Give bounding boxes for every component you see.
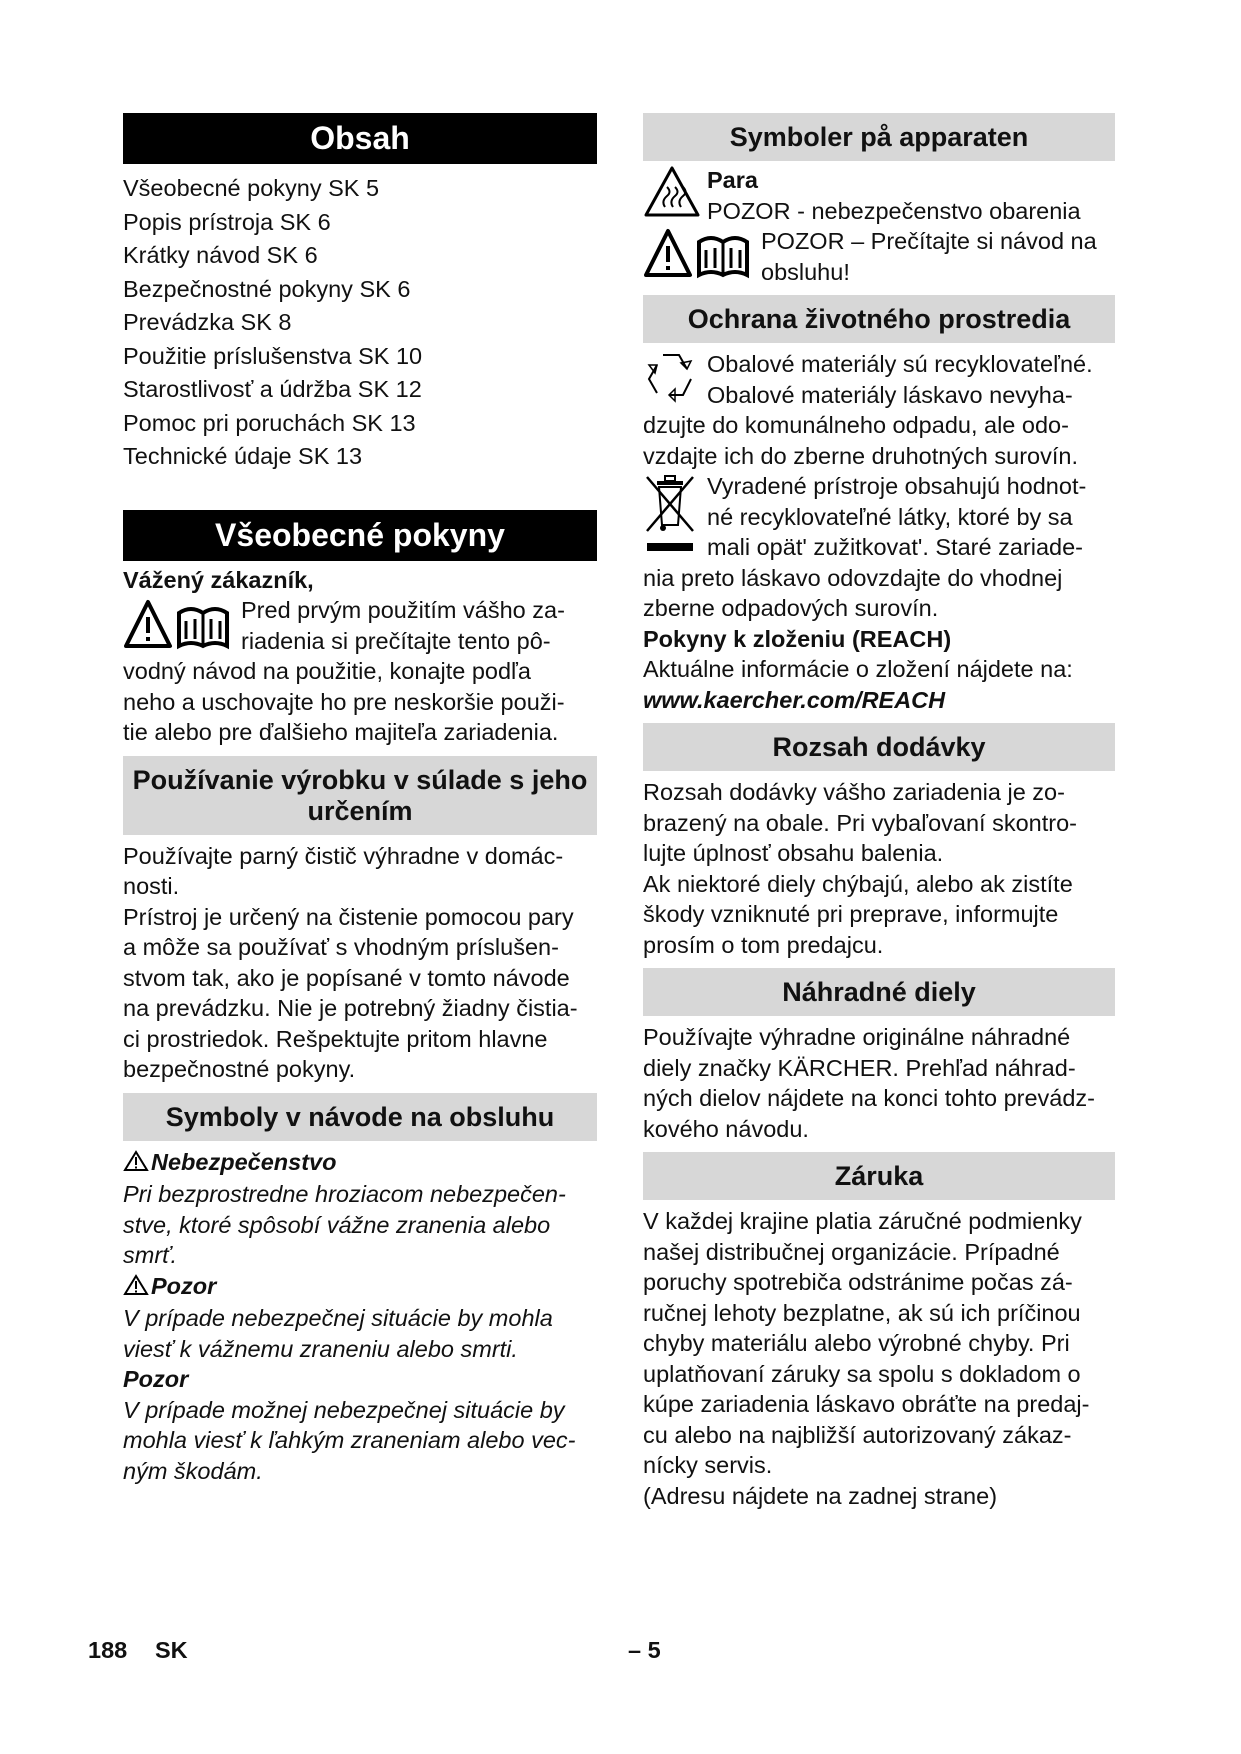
intended-use-title: [123, 756, 597, 835]
spare-line: Používajte výhradne originálne náhradné: [643, 1024, 1071, 1050]
danger-heading: [123, 1147, 597, 1180]
warranty-line: kúpe zariadenia láskavo obráťte na predaj-: [643, 1391, 1090, 1417]
toc-item[interactable]: Prevádzka SK 8: [123, 309, 292, 335]
caution-line: ným škodám.: [123, 1457, 263, 1484]
spare-line: ných dielov nájdete na konci tohto prevádz-: [643, 1085, 1096, 1111]
weee-line: mali opät' zužitkovat'. Staré zariade-: [707, 534, 1083, 560]
danger-line: Pri bezprostredne hroziacom nebezpečen-: [123, 1181, 566, 1207]
spare-title: Náhradné diely: [643, 968, 1115, 1016]
warning-manual-icon: [643, 228, 761, 286]
recycle-line: Obalové materiály láskavo nevyha-: [707, 381, 1073, 408]
toc-item[interactable]: Krátky návod SK 6: [123, 242, 318, 268]
warranty-line: V každej krajine platia záručné podmienky: [643, 1208, 1082, 1234]
recycle-line: dzujte do komunálneho odpadu, ale odo-: [643, 412, 1069, 438]
warning-line: viesť k vážnemu zraneniu alebo smrti.: [123, 1335, 518, 1362]
left-column: [123, 113, 597, 1486]
spare-line: diely značky KÄRCHER. Prehľad náhrad-: [643, 1054, 1076, 1081]
hot-steam-warning-icon: [643, 165, 707, 221]
warranty-line: cu alebo na najbližší autorizovaný zákaz-: [643, 1421, 1072, 1448]
warranty-line: poruchy spotrebiča odstránime počas zá-: [643, 1269, 1073, 1295]
language-code: SK: [155, 1637, 188, 1663]
intro-line: tie alebo pre ďalšieho majiteľa zariadenia.: [123, 719, 559, 745]
intro-line: neho a uschovajte ho pre neskoršie použi-: [123, 688, 565, 715]
danger-line: smrť.: [123, 1242, 177, 1268]
warranty-line: (Adresu nájdete na zadnej strane): [643, 1482, 998, 1509]
weee-line: nia preto láskavo odovzdajte do vhodnej: [643, 564, 1063, 591]
warranty-line: chyby materiálu alebo výrobné chyby. Pri: [643, 1330, 1070, 1356]
intended-use-line: nosti.: [123, 873, 180, 899]
intended-use-text: [123, 841, 597, 1085]
warranty-line: nícky servis.: [643, 1452, 773, 1478]
caution-label: Pozor: [123, 1366, 189, 1392]
steam-row: [643, 165, 1115, 226]
scope-line: brazený na obale. Pri vybaľovaní skontro-: [643, 809, 1078, 836]
steam-label: Para: [707, 167, 758, 193]
manual-row: [643, 226, 1115, 287]
toc-item[interactable]: Starostlivosť a údržba SK 12: [123, 376, 422, 402]
scope-line: škody vzniknuté pri preprave, informujte: [643, 901, 1059, 927]
scope-line: Rozsah dodávky vášho zariadenia je zo-: [643, 779, 1065, 805]
reach-text: Aktuálne informácie o zložení nájdete na:: [643, 656, 1073, 682]
weee-line: Vyradené prístroje obsahujú hodnot-: [707, 473, 1087, 499]
recycle-line: vzdajte ich do zberne druhotných surovín.: [643, 442, 1079, 469]
symbols-section: [123, 1147, 597, 1487]
reach-url-link[interactable]: www.kaercher.com/REACH: [643, 686, 946, 713]
weee-row: [643, 471, 1115, 563]
toc-list: [123, 172, 597, 474]
intro-row: [123, 595, 597, 656]
general-title: Všeobecné pokyny: [123, 510, 597, 561]
warranty-text: [643, 1206, 1115, 1511]
warranty-line: našej distribučnej organizácie. Prípadné: [643, 1238, 1060, 1265]
intended-use-line: bezpečnostné pokyny.: [123, 1056, 356, 1082]
scope-title: Rozsah dodávky: [643, 723, 1115, 771]
warning-label: Pozor: [151, 1272, 217, 1299]
warranty-line: uplatňovaní záruky sa spolu s dokladom o: [643, 1360, 1081, 1387]
warranty-title: Záruka: [643, 1152, 1115, 1200]
recycle-icon: [643, 349, 707, 407]
warning-triangle-icon: [123, 1149, 149, 1180]
toc-item[interactable]: Všeobecné pokyny SK 5: [123, 175, 380, 201]
toc-item[interactable]: Technické údaje SK 13: [123, 443, 363, 469]
scope-line: Ak niektoré diely chýbajú, alebo ak zistíte: [643, 870, 1073, 897]
warning-line: V prípade nebezpečnej situácie by mohla: [123, 1305, 553, 1331]
caution-line: V prípade možnej nebezpečnej situácie by: [123, 1396, 565, 1423]
manual-line: obsluhu!: [761, 258, 850, 285]
recycle-line: Obalové materiály sú recyklovateľné.: [707, 351, 1093, 377]
caution-line: mohla viesť k ľahkým zraneniam alebo vec-: [123, 1427, 576, 1453]
toc-title: Obsah: [123, 113, 597, 164]
section-page: – 5: [628, 1637, 661, 1663]
toc-item[interactable]: Pomoc pri poruchách SK 13: [123, 409, 416, 436]
manual-line: POZOR – Prečítajte si návod na: [761, 228, 1097, 254]
symbols-title: Symboly v návode na obsluhu: [123, 1093, 597, 1141]
intended-use-line: na prevádzku. Nie je potrebný žiadny čistia-: [123, 995, 578, 1021]
intended-use-line: Prístroj je určený na čistenie pomocou pary: [123, 903, 574, 930]
intended-use-line: Používajte parný čistič výhradne v domác-: [123, 842, 564, 869]
scope-text: [643, 777, 1115, 960]
page-number: 188: [88, 1637, 128, 1663]
spare-line: kového návodu.: [643, 1115, 809, 1142]
env-title: Ochrana životného prostredia: [643, 295, 1115, 343]
intended-use-line: ci prostriedok. Rešpektujte pritom hlavne: [123, 1025, 548, 1052]
intended-use-title-text: Používanie výrobku v súlade s jeho určením: [132, 764, 588, 826]
symbols-device-title: Symboler på apparaten: [643, 113, 1115, 161]
scope-line: prosím o tom predajcu.: [643, 931, 884, 958]
dear-customer: Vážený zákazník,: [123, 566, 314, 593]
warranty-line: ručnej lehoty bezplatne, ak sú ich príčinou: [643, 1299, 1081, 1326]
intro-line: Pred prvým použitím vášho za-: [241, 597, 565, 623]
scope-line: lujte úplnosť obsahu balenia.: [643, 840, 944, 866]
warning-heading: [123, 1271, 597, 1304]
toc-item[interactable]: Bezpečnostné pokyny SK 6: [123, 275, 411, 302]
danger-line: stve, ktoré spôsobí vážne zranenia alebo: [123, 1211, 551, 1238]
reach-label: Pokyny k zloženiu (REACH): [643, 625, 952, 652]
warning-triangle-icon: [123, 1273, 149, 1304]
intro-line: riadenia si prečítajte tento pô-: [241, 627, 551, 654]
toc-item[interactable]: Použitie príslušenstva SK 10: [123, 342, 423, 369]
spare-text: [643, 1022, 1115, 1144]
toc-item[interactable]: Popis prístroja SK 6: [123, 208, 331, 235]
weee-line: zberne odpadových surovín.: [643, 595, 939, 621]
intro-line: vodný návod na použitie, konajte podľa: [123, 658, 531, 684]
intended-use-line: a môže sa používať s vhodným príslušen-: [123, 934, 559, 960]
recycle-row: [643, 349, 1115, 410]
warning-manual-icon: [123, 599, 241, 655]
right-column: [643, 113, 1115, 1511]
weee-line: né recyklovateľné látky, ktoré by sa: [707, 503, 1073, 530]
crossed-bin-icon: [643, 471, 707, 561]
steam-text: POZOR - nebezpečenstvo obarenia: [707, 197, 1081, 224]
danger-label: Nebezpečenstvo: [151, 1148, 337, 1175]
intended-use-line: stvom tak, ako je popísané v tomto návode: [123, 964, 570, 991]
